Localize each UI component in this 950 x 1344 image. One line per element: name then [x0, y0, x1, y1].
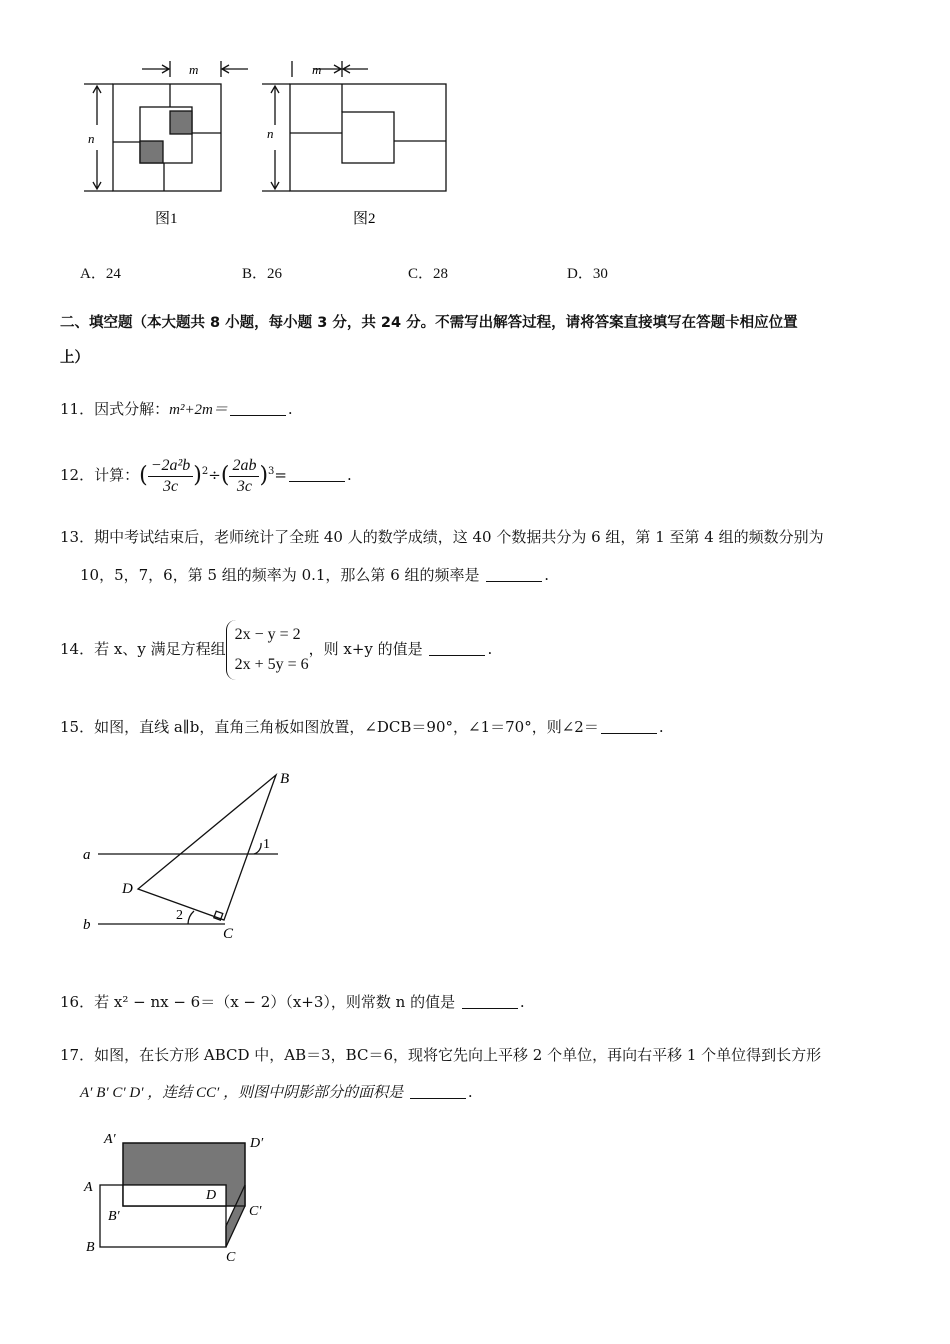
- section2-heading: 二、填空题（本大题共 8 小题，每小题 3 分，共 24 分。不需写出解答过程，请将答案直接填写在答题卡相应位置: [60, 315, 798, 331]
- q15-angle-1-arc: [254, 843, 261, 854]
- q10-figure-2: [262, 61, 446, 191]
- q10-option-b: B．26: [242, 266, 283, 282]
- q10-figure-1: [84, 61, 248, 191]
- q14-text-pre: 若 x、y 满足方程组: [94, 640, 226, 658]
- q12-exponent-1: 2: [201, 466, 209, 477]
- section2-heading-cont: 上）: [60, 350, 89, 366]
- q15-label-angle-2: 2: [176, 908, 183, 923]
- q17-line2: A′ B′ C′ D′ ，连结 CC′ ，则图中阴影部分的面积是: [80, 1085, 404, 1101]
- q15-triangle: [138, 775, 276, 920]
- q12-paren-close: ): [193, 463, 202, 488]
- q12-text: 计算：: [94, 466, 140, 484]
- q10-fig2-n-label: n: [267, 126, 274, 141]
- q17-label-D: D: [206, 1188, 217, 1203]
- q17-label-C1: C′: [249, 1204, 262, 1219]
- q12-paren-open: (: [139, 463, 148, 488]
- q15-text: 如图，直线 a∥b，直角三角板如图放置，∠DCB＝90°，∠1＝70°，则∠2＝: [94, 718, 599, 736]
- question-15: [60, 716, 664, 738]
- question-17-cont: [80, 1081, 473, 1104]
- q12-divide: ÷: [208, 466, 221, 484]
- q15-label-b: b: [83, 917, 91, 933]
- q14-answer-blank[interactable]: [429, 641, 485, 656]
- q13-line1: 期中考试结束后，老师统计了全班 40 人的数学成绩，这 40 个数据共分为 6 组，第 1 至第 4 组的频数分别为: [94, 528, 824, 546]
- q17-label-A: A: [84, 1180, 93, 1195]
- q17-label-A1: A′: [104, 1132, 116, 1147]
- q14-end: .: [487, 640, 493, 658]
- q10-fig1-m-label: m: [189, 62, 199, 77]
- q15-label-B: B: [280, 771, 290, 787]
- q15-label-angle-1: 1: [263, 837, 270, 852]
- q15-figure: [78, 765, 308, 945]
- q10-fig1-caption: 图1: [155, 211, 178, 227]
- q17-answer-blank[interactable]: [410, 1084, 466, 1099]
- q13-answer-blank[interactable]: [486, 567, 542, 582]
- q12-paren-open-2: (: [220, 463, 230, 488]
- q15-label-D: D: [122, 881, 133, 897]
- q16-text: 若 x² − nx − 6＝（x − 2）（x+3），则常数 n 的值是: [94, 993, 456, 1011]
- q10-option-a: A．24: [80, 266, 121, 282]
- q13-end: .: [544, 566, 550, 584]
- q16-end: .: [519, 993, 525, 1011]
- q14-equation-1: 2x − y = 2: [234, 626, 301, 643]
- q15-label-a: a: [83, 847, 91, 863]
- q13-number: 13．: [60, 528, 95, 546]
- q16-answer-blank[interactable]: [462, 994, 518, 1009]
- q11-number: 11．: [60, 400, 95, 418]
- q17-line1: 如图，在长方形 ABCD 中，AB＝3，BC＝6，现将它先向上平移 2 个单位，再向右平移 1 个单位得到长方形: [94, 1046, 822, 1064]
- q15-right-angle-mark: [214, 911, 223, 920]
- q12-frac1-denominator: 3c: [162, 477, 179, 495]
- question-17: [60, 1044, 821, 1066]
- q15-end: .: [658, 718, 664, 736]
- q15-label-C: C: [223, 926, 234, 942]
- q12-fraction-1: [148, 457, 194, 496]
- question-13-cont: [80, 564, 549, 586]
- q15-angle-2-arc: [188, 911, 194, 924]
- q12-frac1-numerator: −2a²b: [148, 457, 194, 477]
- q14-equation-2: 2x + 5y = 6: [234, 656, 309, 673]
- q12-equals: =: [274, 466, 287, 484]
- q13-line2: 10，5，7，6，第 5 组的频率为 0.1，那么第 6 组的频率是: [80, 566, 480, 584]
- q11-expression: m²+2m＝: [169, 402, 228, 418]
- question-11: [60, 398, 293, 421]
- q10-fig1-n-label: n: [88, 131, 95, 146]
- question-16: [60, 991, 525, 1013]
- q12-paren-close-2: ): [259, 463, 269, 488]
- q15-number: 15．: [60, 718, 95, 736]
- q12-exponent-2: 3: [268, 466, 275, 477]
- q10-option-c: C．28: [408, 266, 449, 282]
- q11-end: .: [287, 400, 293, 418]
- q14-equation-system: [226, 620, 309, 680]
- q10-figures: [80, 55, 470, 235]
- q11-answer-blank[interactable]: [230, 401, 286, 416]
- q14-number: 14．: [60, 640, 95, 658]
- q12-frac2-numerator: 2ab: [229, 457, 259, 477]
- q17-label-B: B: [86, 1240, 95, 1255]
- q17-figure: [78, 1125, 298, 1275]
- q17-label-B1: B′: [108, 1209, 120, 1224]
- q17-label-D1: D′: [250, 1136, 264, 1151]
- q12-answer-blank[interactable]: [289, 467, 345, 482]
- q12-number: 12．: [60, 466, 95, 484]
- q11-text: 因式分解：: [94, 400, 170, 418]
- q10-fig2-m-label: m: [312, 62, 322, 77]
- q14-text-post: ，则 x+y 的值是: [308, 640, 423, 658]
- q12-frac2-denominator: 3c: [236, 477, 252, 495]
- q10-option-d: D．30: [567, 266, 608, 282]
- question-12: [60, 450, 352, 498]
- q12-end: .: [346, 466, 352, 484]
- q17-number: 17．: [60, 1046, 95, 1064]
- q17-label-C: C: [226, 1250, 236, 1265]
- q15-answer-blank[interactable]: [601, 719, 657, 734]
- q10-fig2-caption: 图2: [353, 211, 376, 227]
- question-13: [60, 526, 824, 548]
- q16-number: 16．: [60, 993, 95, 1011]
- q12-fraction-2: [229, 457, 259, 496]
- question-14: [60, 619, 492, 680]
- q17-end: .: [467, 1083, 473, 1101]
